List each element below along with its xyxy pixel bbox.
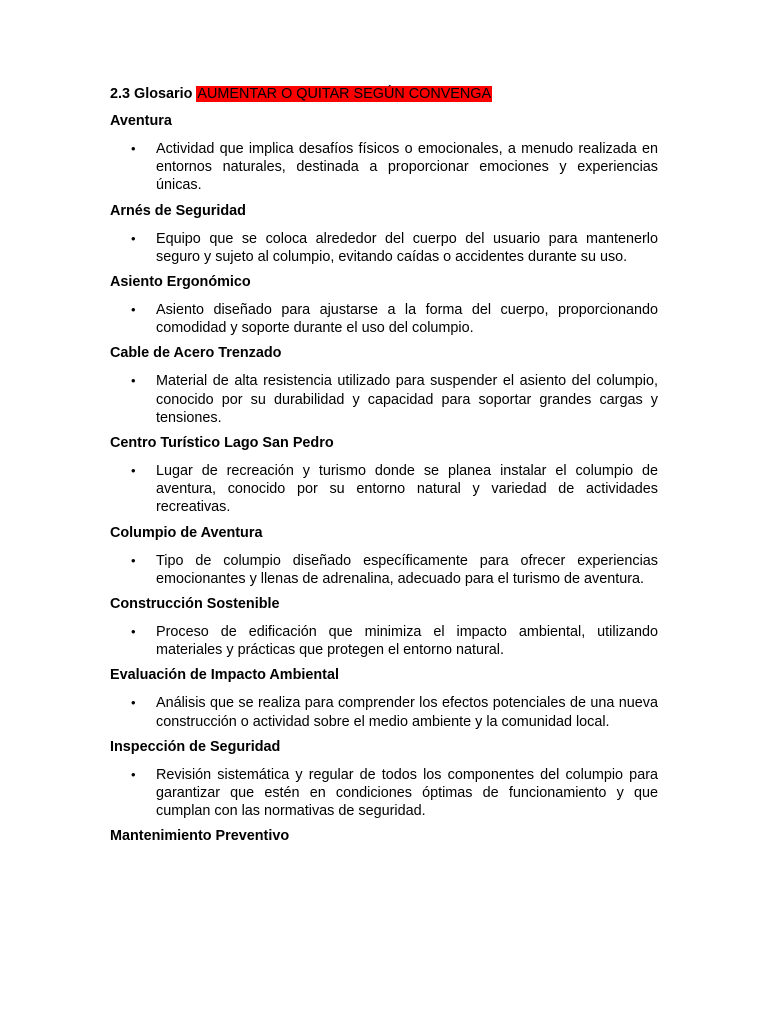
glossary-definition <box>110 230 658 266</box>
bullet-icon: • <box>131 230 136 246</box>
glossary-term: Mantenimiento Preventivo <box>110 828 290 845</box>
bullet-icon: • <box>131 766 136 782</box>
glossary-definition <box>110 766 658 821</box>
definition-text: Equipo que se coloca alrededor del cuerpo del usuario para mantenerlo seguro y sujeto al columpio, evitando caídas o accidentes durante su uso. <box>156 230 658 265</box>
glossary-term: Columpio de Aventura <box>110 524 263 541</box>
bullet-icon: • <box>131 302 136 318</box>
glossary-definition <box>110 694 658 730</box>
glossary-term: Aventura <box>110 113 172 129</box>
definition-text: Asiento diseñado para ajustarse a la forma del cuerpo, proporcionando comodidad y soporte durante el uso del columpio. <box>156 302 658 337</box>
highlighted-note: AUMENTAR O QUITAR SEGÚN CONVENGA <box>197 86 492 102</box>
glossary-term: Arnés de Seguridad <box>110 202 246 219</box>
glossary-definition <box>110 301 658 337</box>
bullet-icon: • <box>131 463 136 479</box>
section-heading <box>110 84 658 105</box>
definition-text: Revisión sistemática y regular de todos los componentes del columpio para garantizar que estén en condiciones óptimas de funcionamiento y que cumplan con las normativas de seguridad. <box>156 766 658 820</box>
bullet-icon: • <box>131 552 136 568</box>
glossary-definition <box>110 140 658 195</box>
bullet-icon: • <box>131 695 136 711</box>
glossary-definition <box>110 372 658 427</box>
glossary-term: Evaluación de Impacto Ambiental <box>110 667 339 684</box>
glossary-definition <box>110 462 658 517</box>
definition-text: Tipo de columpio diseñado específicamente para ofrecer experiencias emocionantes y llenas de adrenalina, adecuado para el turismo de aventura. <box>156 552 658 587</box>
glossary-term: Centro Turístico Lago San Pedro <box>110 435 334 452</box>
definition-text: Lugar de recreación y turismo donde se planea instalar el columpio de aventura, conocido por su entorno natural y variedad de actividades recreativas. <box>156 463 658 516</box>
bullet-icon: • <box>131 141 136 156</box>
definition-text: Material de alta resistencia utilizado para suspender el asiento del columpio, conocido por su durabilidad y capacidad para soportar grandes cargas y tensiones. <box>156 373 658 426</box>
bullet-icon: • <box>131 373 136 389</box>
definition-text: Proceso de edificación que minimiza el impacto ambiental, utilizando materiales y prácticas que protegen el entorno natural. <box>156 624 658 659</box>
glossary-term: Cable de Acero Trenzado <box>110 345 282 362</box>
bullet-icon: • <box>131 624 136 640</box>
glossary-term: Asiento Ergonómico <box>110 274 251 291</box>
glossary-definition <box>110 623 658 659</box>
definition-text: Análisis que se realiza para comprender los efectos potenciales de una nueva construcción o actividad sobre el medio ambiente y la comunidad local. <box>156 695 658 730</box>
glossary-term: Construcción Sostenible <box>110 596 280 613</box>
document-page <box>110 84 658 855</box>
glossary-term: Inspección de Seguridad <box>110 738 281 755</box>
section-title: 2.3 Glosario <box>110 86 193 102</box>
definition-text: Actividad que implica desafíos físicos o emocionales, a menudo realizada en entornos naturales, destinada a proporcionar emociones y experiencias únicas. <box>156 141 658 194</box>
glossary-definition <box>110 552 658 588</box>
